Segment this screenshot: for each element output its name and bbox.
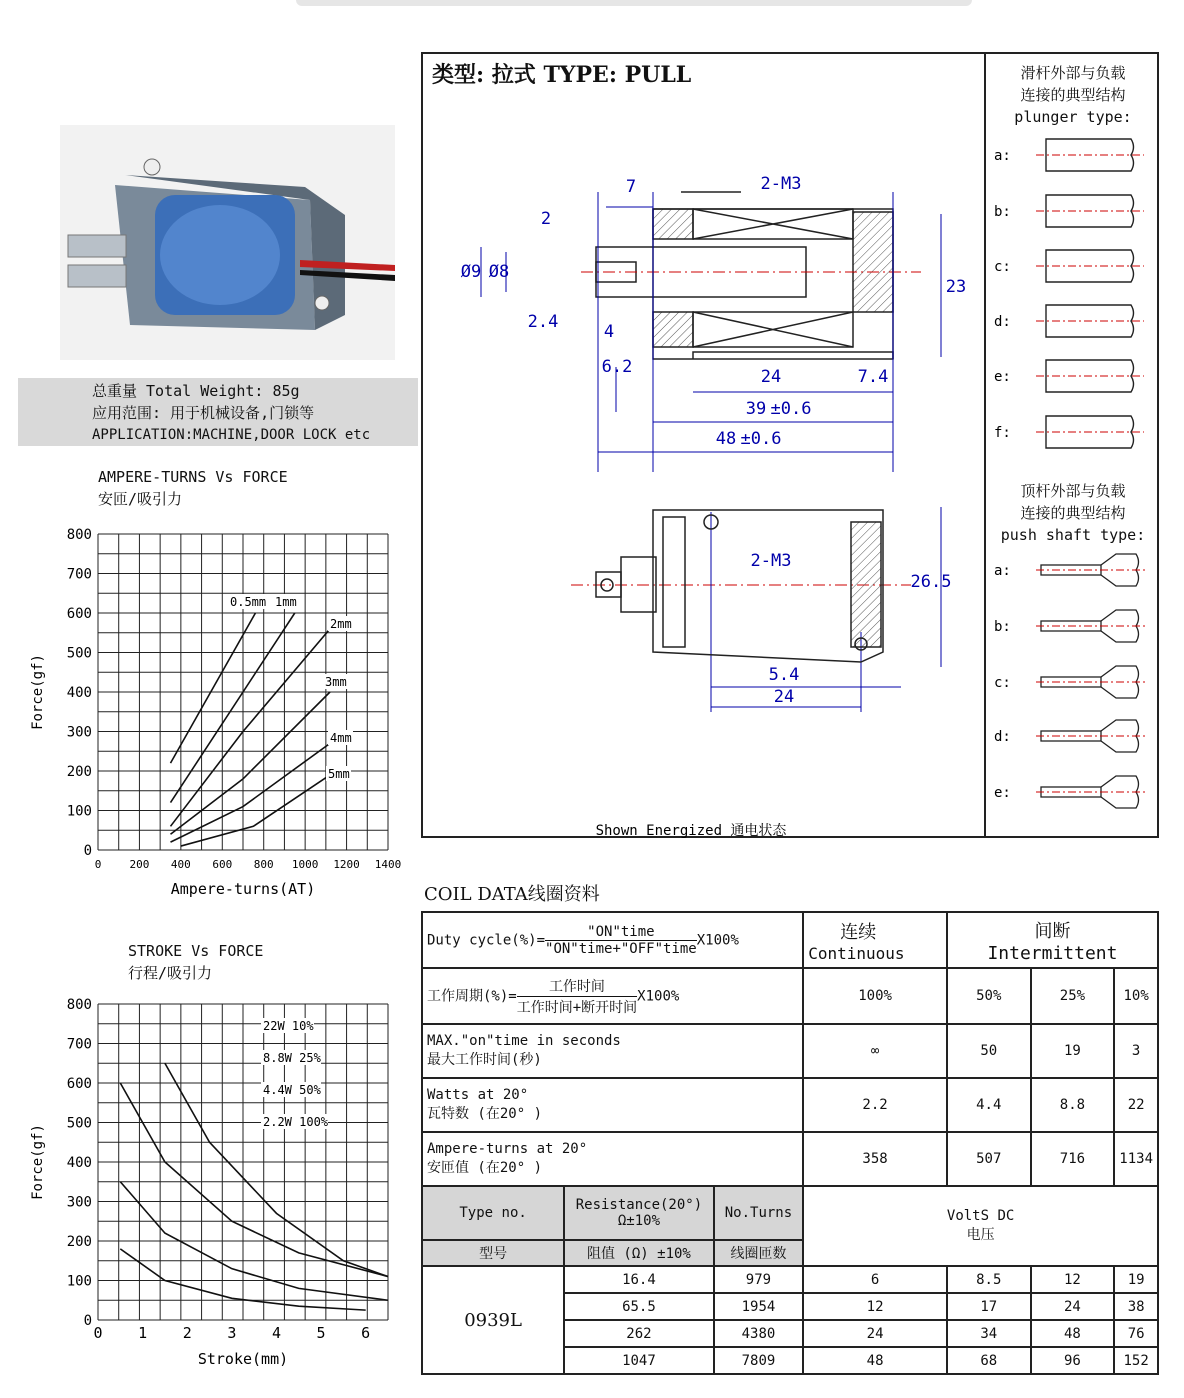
side-view-frame bbox=[653, 510, 883, 662]
volts-header bbox=[803, 1186, 1158, 1266]
max-on-10: 3 bbox=[1114, 1024, 1158, 1078]
y-tick-label: 0 bbox=[83, 843, 92, 859]
plunger-type-label: e: bbox=[994, 369, 1011, 385]
dim-48: 48 bbox=[715, 429, 737, 449]
type-no-header: Type no. bbox=[422, 1186, 564, 1240]
chart2-title bbox=[128, 940, 263, 984]
y-tick-label: 400 bbox=[66, 685, 92, 701]
y-tick-label: 300 bbox=[66, 724, 92, 741]
series-line bbox=[171, 692, 331, 834]
dim-7: 7 bbox=[625, 177, 637, 197]
x-tick-label: 6 bbox=[361, 1324, 371, 1342]
application-cn-text: 应用范围: 用于机械设备,门锁等 bbox=[92, 404, 315, 422]
table-cell: 1954 bbox=[714, 1293, 804, 1320]
table-cell: 8.5 bbox=[947, 1266, 1031, 1293]
table-cell: 38 bbox=[1114, 1293, 1158, 1320]
duty-formula-en bbox=[422, 912, 803, 968]
y-axis-label: Force(gf) bbox=[30, 1124, 46, 1200]
table-cell: 24 bbox=[1031, 1293, 1115, 1320]
dim-23: 23 bbox=[945, 277, 967, 297]
ampere-turns-en: Ampere-turns at 20° bbox=[427, 1141, 588, 1157]
resistance-header bbox=[564, 1186, 714, 1240]
table-cell: 6 bbox=[803, 1266, 947, 1293]
watts-10: 22 bbox=[1114, 1078, 1158, 1132]
watts-100: 2.2 bbox=[803, 1078, 947, 1132]
table-cell: 12 bbox=[803, 1293, 947, 1320]
watts-cn: 瓦特数 (在20° ) bbox=[427, 1106, 543, 1122]
series-label: 3mm bbox=[325, 675, 347, 689]
x-tick-label: 2 bbox=[182, 1324, 192, 1342]
y-tick-label: 600 bbox=[66, 606, 92, 622]
dim-d8: Ø8 bbox=[488, 262, 510, 282]
stroke-force-chart bbox=[20, 990, 410, 1380]
dim-24-side: 24 bbox=[773, 687, 795, 707]
x-tick-label: 0 bbox=[94, 858, 102, 871]
y-tick-label: 600 bbox=[66, 1076, 92, 1092]
duty-num: "ON"time bbox=[545, 924, 697, 941]
dim-d9: Ø9 bbox=[460, 262, 482, 282]
x-tick-label: 1200 bbox=[333, 858, 360, 871]
table-cell: 76 bbox=[1114, 1320, 1158, 1347]
plunger-heading-1: 滑杆外部与负载 bbox=[1020, 64, 1126, 82]
product-info bbox=[18, 378, 418, 446]
ampere-turns-label bbox=[422, 1132, 803, 1186]
ampere-turns-cn: 安匝值 (在20° ) bbox=[427, 1160, 543, 1176]
series-label: 2.2W 100% bbox=[263, 1115, 329, 1129]
y-tick-label: 800 bbox=[66, 527, 92, 543]
max-on-25: 19 bbox=[1031, 1024, 1115, 1078]
intermittent-en: Intermittent bbox=[987, 942, 1118, 964]
connection-types bbox=[986, 130, 1158, 830]
y-tick-label: 200 bbox=[66, 1234, 92, 1250]
duty-x100: X100% bbox=[696, 932, 739, 948]
top-tab-decoration bbox=[296, 0, 972, 6]
max-on-time-en: MAX."on"time in seconds bbox=[427, 1033, 621, 1049]
table-row: 1047 bbox=[564, 1347, 714, 1374]
duty-den: "ON"time+"OFF"time bbox=[545, 940, 697, 957]
table-row: 16.4 bbox=[564, 1266, 714, 1293]
y-tick-label: 100 bbox=[66, 803, 92, 820]
dim-48-tol: ±0.6 bbox=[740, 429, 782, 449]
series-label: 0.5mm bbox=[230, 595, 267, 609]
resistance-tol: Ω±10% bbox=[617, 1213, 661, 1229]
push-type-label: a: bbox=[994, 563, 1011, 579]
dim-39: 39 bbox=[745, 399, 767, 419]
x-axis-label: Ampere-turns(AT) bbox=[170, 880, 316, 898]
duty-10: 10% bbox=[1114, 968, 1158, 1024]
table-row: 65.5 bbox=[564, 1293, 714, 1320]
chart1-title-en: AMPERE-TURNS Vs FORCE bbox=[98, 468, 288, 486]
x-tick-label: 5 bbox=[316, 1324, 326, 1342]
dim-4: 4 bbox=[603, 322, 615, 342]
table-cell: 4380 bbox=[714, 1320, 804, 1347]
dim-39-tol: ±0.6 bbox=[770, 399, 812, 419]
coil-data-table bbox=[421, 911, 1159, 1375]
table-cell: 48 bbox=[1031, 1320, 1115, 1347]
x-axis-label: Stroke(mm) bbox=[197, 1350, 289, 1368]
push-heading-3: push shaft type: bbox=[1000, 526, 1146, 544]
y-tick-label: 700 bbox=[66, 566, 92, 583]
table-cell: 96 bbox=[1031, 1347, 1115, 1374]
series-label: 8.8W 25% bbox=[263, 1051, 321, 1065]
weight-text: 总重量 Total Weight: 85g bbox=[92, 382, 300, 400]
plunger-type-label: c: bbox=[994, 259, 1011, 275]
y-tick-label: 200 bbox=[66, 764, 92, 780]
dim-24: 24 bbox=[760, 367, 782, 387]
table-cell: 48 bbox=[803, 1347, 947, 1374]
chart2-title-cn: 行程/吸引力 bbox=[128, 964, 213, 982]
table-cell: 68 bbox=[947, 1347, 1031, 1374]
y-tick-label: 700 bbox=[66, 1036, 92, 1053]
x-tick-label: 1 bbox=[138, 1324, 148, 1342]
table-cell: 17 bbox=[947, 1293, 1031, 1320]
at-50: 507 bbox=[947, 1132, 1031, 1186]
duty-label: Duty cycle(%)= bbox=[427, 932, 546, 948]
watts-en: Watts at 20° bbox=[427, 1087, 529, 1103]
intermittent-header bbox=[947, 912, 1158, 968]
series-line bbox=[171, 629, 331, 827]
table-cell: 7809 bbox=[714, 1347, 804, 1374]
x-tick-label: 3 bbox=[227, 1324, 237, 1342]
plunger-type-label: b: bbox=[994, 204, 1011, 220]
series-label: 2mm bbox=[330, 617, 352, 631]
table-cell: 24 bbox=[803, 1320, 947, 1347]
y-tick-label: 0 bbox=[83, 1313, 92, 1329]
x-tick-label: 0 bbox=[93, 1324, 103, 1342]
dim-26-5: 26.5 bbox=[910, 572, 952, 592]
chart2-title-en: STROKE Vs FORCE bbox=[128, 942, 264, 960]
turns-cn: 线圈匝数 bbox=[714, 1240, 804, 1266]
x-tick-label: 1000 bbox=[291, 858, 319, 871]
x-tick-label: 200 bbox=[129, 858, 150, 871]
chart1-title-cn: 安匝/吸引力 bbox=[98, 490, 183, 508]
plunger-type-label: f: bbox=[994, 425, 1011, 441]
dim-2: 2 bbox=[540, 209, 552, 229]
series-label: 5mm bbox=[328, 767, 350, 781]
table-cell: 19 bbox=[1114, 1266, 1158, 1293]
series-label: 4mm bbox=[330, 731, 352, 745]
type-no-cn: 型号 bbox=[422, 1240, 564, 1266]
duty-fraction bbox=[545, 924, 697, 957]
max-on-time-label bbox=[422, 1024, 803, 1078]
dim-6-2: 6.2 bbox=[601, 357, 633, 377]
push-heading-1: 顶杆外部与负载 bbox=[1020, 482, 1126, 500]
series-label: 1mm bbox=[275, 595, 297, 609]
watts-25: 8.8 bbox=[1031, 1078, 1115, 1132]
at-10: 1134 bbox=[1114, 1132, 1158, 1186]
duty-cn-label: 工作周期(%)= bbox=[427, 988, 517, 1004]
y-axis-label: Force(gf) bbox=[30, 654, 46, 730]
series-line bbox=[171, 613, 295, 803]
plunger-type-label: d: bbox=[994, 314, 1011, 330]
duty-cn-fraction bbox=[517, 976, 637, 1017]
duty-100: 100% bbox=[803, 968, 947, 1024]
model-number: 0939L bbox=[422, 1266, 564, 1374]
at-100: 358 bbox=[803, 1132, 947, 1186]
continuous-header bbox=[803, 912, 947, 968]
continuous-cn: 连续 bbox=[840, 921, 877, 943]
resistance-cn: 阻值 (Ω) ±10% bbox=[564, 1240, 714, 1266]
y-tick-label: 400 bbox=[66, 1155, 92, 1171]
duty-cn-num: 工作时间 bbox=[517, 976, 637, 997]
plunger-heading bbox=[988, 62, 1158, 128]
type-title: 类型: 拉式 TYPE: PULL bbox=[432, 62, 692, 88]
table-cell: 152 bbox=[1114, 1347, 1158, 1374]
dim-5-4: 5.4 bbox=[768, 665, 800, 685]
x-tick-label: 800 bbox=[253, 858, 274, 871]
duty-50: 50% bbox=[947, 968, 1031, 1024]
table-row: 262 bbox=[564, 1320, 714, 1347]
chart1-title bbox=[98, 466, 288, 510]
push-type-label: e: bbox=[994, 785, 1011, 801]
duty-25: 25% bbox=[1031, 968, 1115, 1024]
dim-7-4: 7.4 bbox=[857, 367, 889, 387]
push-type-label: b: bbox=[994, 619, 1011, 635]
dim-m3-top: 2-M3 bbox=[760, 174, 802, 194]
watts-50: 4.4 bbox=[947, 1078, 1031, 1132]
solenoid-drawing bbox=[421, 52, 984, 838]
dim-m3-side: 2-M3 bbox=[750, 551, 792, 571]
series-label: 22W 10% bbox=[263, 1019, 314, 1033]
plunger-type-label: a: bbox=[994, 148, 1011, 164]
x-tick-label: 1400 bbox=[374, 858, 402, 871]
duty-cn-den: 工作时间+断开时间 bbox=[516, 999, 638, 1016]
max-on-100: ∞ bbox=[803, 1024, 947, 1078]
push-type-label: d: bbox=[994, 729, 1011, 745]
shown-energized: Shown Energized 通电状态 bbox=[595, 823, 787, 838]
duty-cn-x100: X100% bbox=[637, 988, 680, 1004]
push-type-label: c: bbox=[994, 675, 1011, 691]
y-tick-label: 300 bbox=[66, 1194, 92, 1211]
table-cell: 12 bbox=[1031, 1266, 1115, 1293]
table-cell: 34 bbox=[947, 1320, 1031, 1347]
volts-en: VoltS DC bbox=[946, 1208, 1015, 1224]
turns-header: No.Turns bbox=[714, 1186, 804, 1240]
resistance-en: Resistance(20°) bbox=[575, 1197, 703, 1213]
volts-cn: 电压 bbox=[966, 1227, 995, 1243]
ampere-turns-force-chart bbox=[20, 520, 410, 910]
series-label: 4.4W 50% bbox=[263, 1083, 321, 1097]
continuous-en: Continuous bbox=[808, 943, 905, 963]
watts-label bbox=[422, 1078, 803, 1132]
y-tick-label: 500 bbox=[66, 1115, 92, 1132]
y-tick-label: 500 bbox=[66, 645, 92, 662]
plunger-heading-3: plunger type: bbox=[1014, 108, 1132, 126]
application-en-text: APPLICATION:MACHINE,DOOR LOCK etc bbox=[92, 427, 371, 443]
table-cell: 979 bbox=[714, 1266, 804, 1293]
y-tick-label: 100 bbox=[66, 1273, 92, 1290]
coil-data-title: COIL DATA线圈资料 bbox=[424, 884, 600, 905]
push-heading-2: 连接的典型结构 bbox=[1020, 504, 1126, 522]
duty-formula-cn bbox=[422, 968, 803, 1024]
at-25: 716 bbox=[1031, 1132, 1115, 1186]
dim-2-4: 2.4 bbox=[527, 312, 559, 332]
intermittent-cn: 间断 bbox=[1034, 920, 1071, 942]
plunger-heading-2: 连接的典型结构 bbox=[1020, 86, 1126, 104]
x-tick-label: 400 bbox=[170, 858, 191, 871]
product-photo bbox=[60, 125, 395, 360]
x-tick-label: 4 bbox=[271, 1324, 281, 1342]
max-on-time-cn: 最大工作时间(秒) bbox=[427, 1052, 542, 1068]
y-tick-label: 800 bbox=[66, 997, 92, 1013]
x-tick-label: 600 bbox=[212, 858, 233, 871]
max-on-50: 50 bbox=[947, 1024, 1031, 1078]
